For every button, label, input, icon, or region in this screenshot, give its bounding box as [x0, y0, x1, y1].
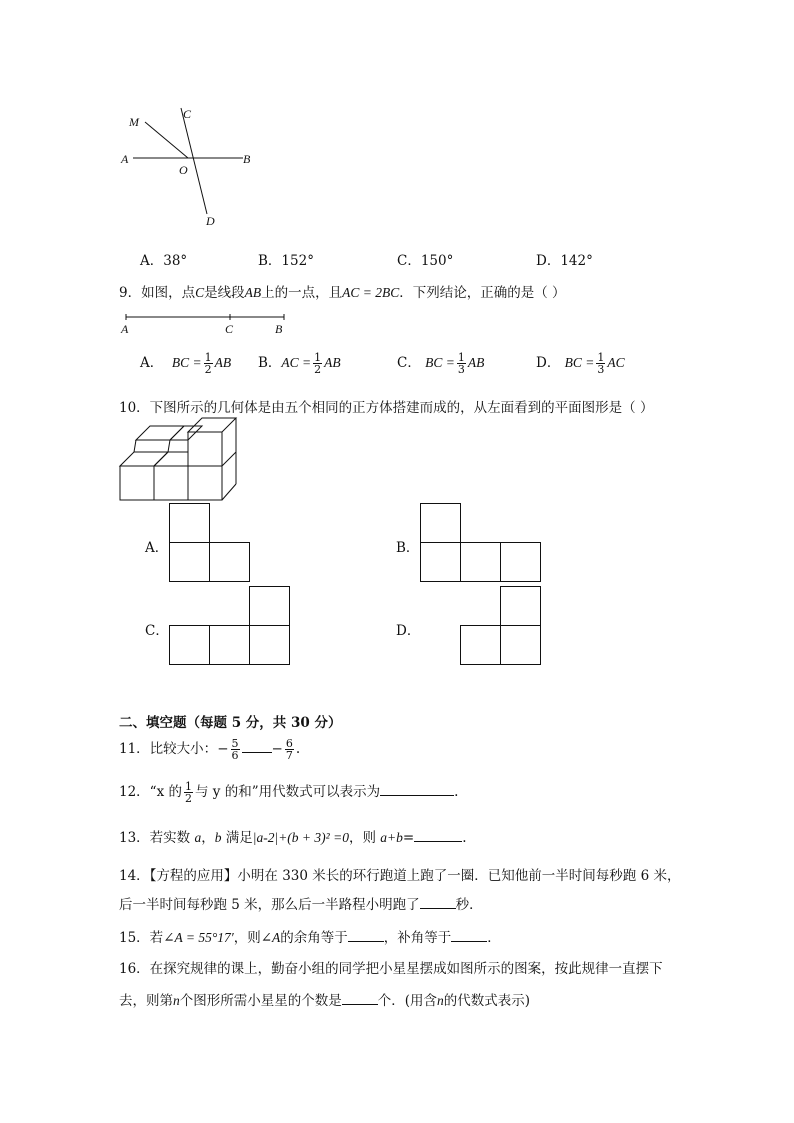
label-d: D: [206, 214, 215, 228]
line-cd: [181, 108, 207, 214]
q8-option-b: B．152°: [258, 253, 314, 269]
q12-question: 12．“x 的 $\frac{1}{2}$ 与 y 的和”用代数式可以表示为 .: [119, 780, 459, 805]
q10-option-b-figure: [420, 503, 542, 583]
q13-blank[interactable]: [414, 829, 462, 842]
seg-label-c: C: [225, 322, 234, 336]
q16-line1: 16．在探究规律的课上，勤奋小组的同学把小星星摆成如图所示的图案，按此规律一直摆下: [119, 961, 663, 977]
q8-option-c: C．150°: [397, 253, 454, 269]
q9-option-a: A． BC = $\frac{1}{2}$ AB: [140, 351, 232, 376]
q9-option-b: B．AC = $\frac{1}{2}$ AB: [258, 351, 341, 376]
q8-angle-figure: [115, 100, 275, 230]
q10-question: 10．下图所示的几何体是由五个相同的正方体搭建而成的，从左面看到的平面图形是（ ）: [119, 400, 654, 416]
label-m: M: [129, 115, 139, 129]
q10-option-a-label: A．: [145, 540, 169, 556]
q13-question: 13．若实数 a，b 满足|a-2|+(b + 3)² =0，则 a+b= .: [119, 830, 467, 846]
q10-option-c-figure: [169, 586, 291, 666]
q11-blank[interactable]: [242, 740, 272, 753]
label-a: A: [121, 152, 129, 166]
section-2-title: 二、填空题（每题 5 分，共 30 分）: [119, 715, 342, 731]
q10-solid-figure: [118, 416, 240, 502]
q9-option-d: D． BC = $\frac{1}{3}$ AC: [536, 351, 625, 376]
q16-blank[interactable]: [342, 992, 378, 1005]
q10-option-a-figure: [169, 503, 251, 583]
q8-option-a: A．38°: [140, 253, 188, 269]
q10-option-d-label: D．: [396, 623, 421, 639]
q10-option-d-figure: [460, 586, 542, 666]
seg-label-a: A: [121, 322, 129, 336]
q14-blank[interactable]: [420, 896, 456, 909]
seg-label-b: B: [275, 322, 283, 336]
label-o: O: [179, 163, 188, 177]
q9-question: 9．如图，点C是线段AB上的一点，且AC = 2BC．下列结论，正确的是（ ）: [119, 285, 566, 301]
ray-om: [145, 122, 188, 158]
label-b: B: [243, 152, 251, 166]
q12-blank[interactable]: [380, 783, 454, 796]
q15-blank-2[interactable]: [451, 929, 487, 942]
q10-option-b-label: B．: [396, 540, 420, 556]
label-c: C: [183, 107, 192, 121]
q16-line2: 去，则第n个图形所需小星星的个数是 个．(用含n的代数式表示): [119, 993, 531, 1009]
q9-segment-figure: [118, 308, 298, 338]
q11-question: 11．比较大小：− $\frac{5}{6}$ − $\frac{6}{7}$ .: [119, 737, 301, 762]
q14-line1: 14．【方程的应用】小明在 330 米长的环行跑道上跑了一圈．已知他前一半时间每秒跑 6 米，: [119, 868, 681, 884]
q8-option-d: D．142°: [536, 253, 593, 269]
q15-question: 15．若∠A = 55°17′，则∠A的余角等于 ，补角等于 ．: [119, 930, 501, 946]
q15-blank-1[interactable]: [348, 929, 384, 942]
q10-option-c-label: C．: [145, 623, 169, 639]
q9-option-c: C． BC = $\frac{1}{3}$ AB: [397, 351, 485, 376]
q14-line2: 后一半时间每秒跑 5 米，那么后一半路程小明跑了 秒．: [119, 897, 483, 913]
